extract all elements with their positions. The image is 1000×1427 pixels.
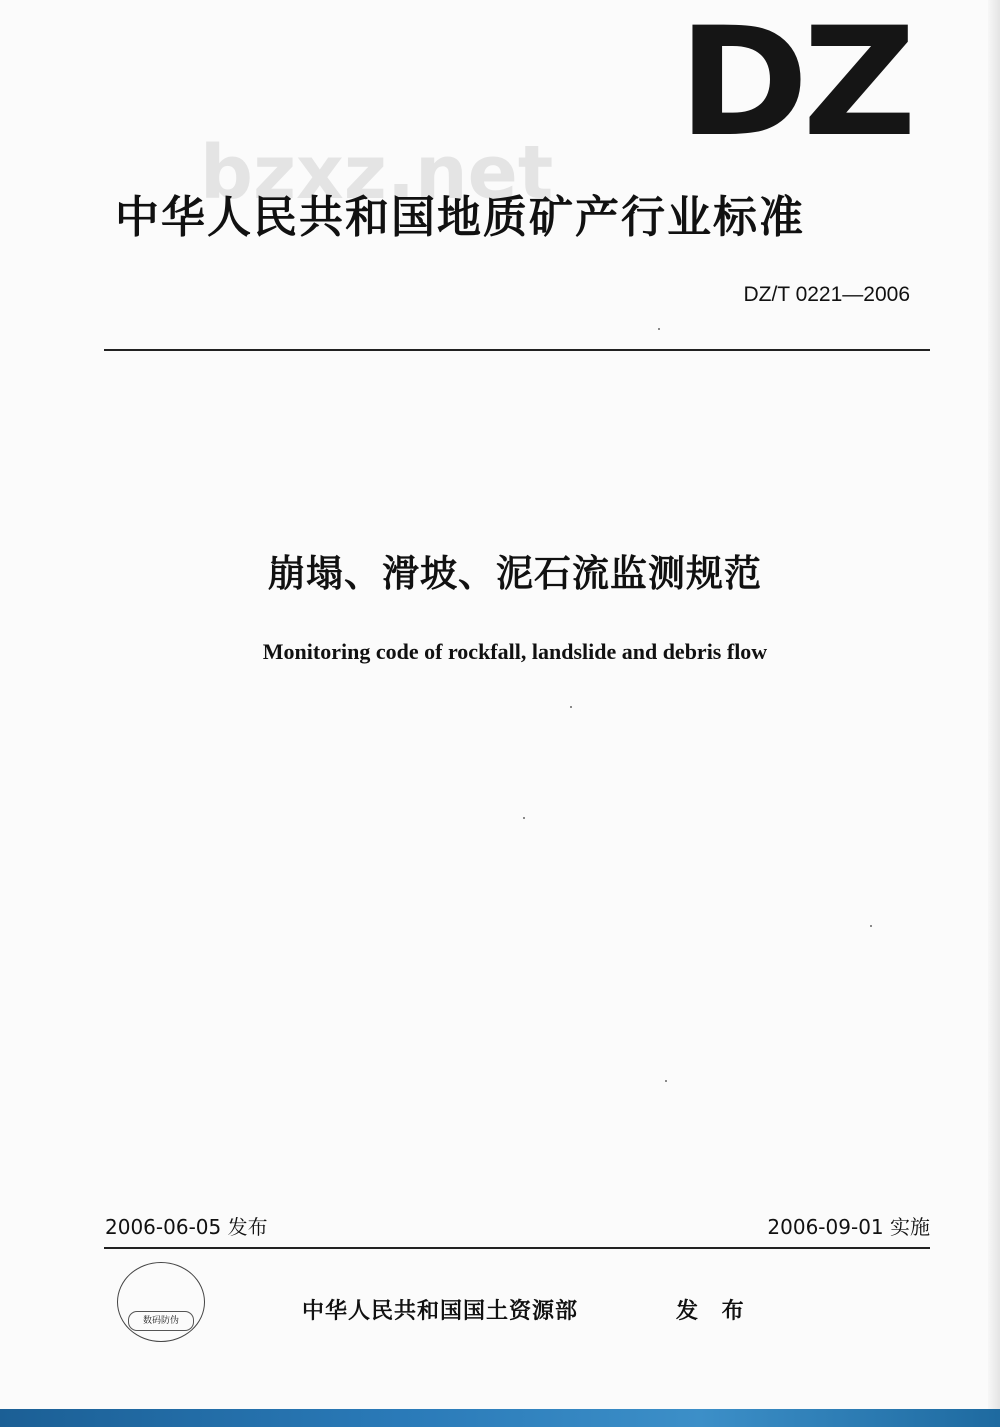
issuer-name: 中华人民共和国国土资源部 [302, 1299, 579, 1324]
speck [523, 817, 525, 819]
seal-label: 数码防伪 [128, 1311, 194, 1331]
org-title: 中华人民共和国地质矿产行业标准 [115, 192, 805, 243]
speck [570, 706, 572, 708]
page-edge-shadow [988, 0, 1000, 1427]
speck [870, 925, 872, 927]
header-divider [104, 349, 930, 351]
speck [665, 1080, 667, 1082]
watermark: bzxz.net [200, 130, 554, 216]
document-title-en: Monitoring code of rockfall, landslide and debris flow [262, 639, 768, 664]
publish-date: 2006-06-05 发布 [105, 1215, 268, 1239]
effective-date: 2006-09-01 实施 [767, 1215, 930, 1239]
standard-number: DZ/T 0221—2006 [743, 283, 910, 306]
issue-word: 发 布 [676, 1299, 752, 1324]
speck [658, 328, 660, 330]
bottom-color-band [0, 1409, 1000, 1427]
footer-divider [104, 1247, 930, 1249]
dz-logo: DZ [678, 0, 911, 170]
document-title-cn: 崩塌、滑坡、泥石流监测规范 [268, 552, 762, 595]
